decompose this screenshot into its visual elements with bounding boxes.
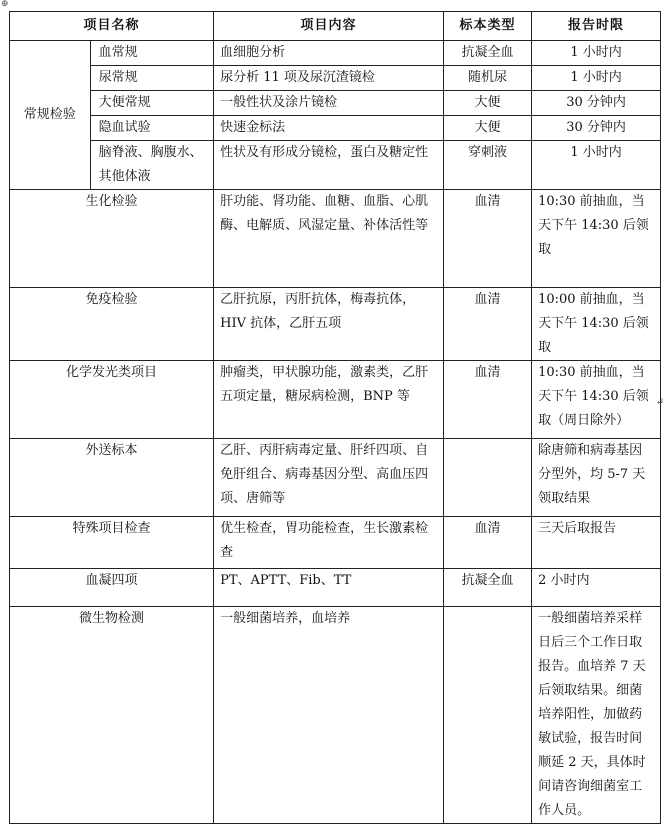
report-time: 1 小时内	[532, 41, 661, 66]
table-row	[10, 517, 661, 569]
item-name: 脑脊液、胸腹水、其他体液	[90, 141, 214, 190]
report-time: 30 分钟内	[532, 116, 661, 141]
table-row	[10, 607, 661, 824]
report-time: 10:00 前抽血，当天下午 14:30 后领取	[532, 288, 661, 361]
item-name: 化学发光类项目	[10, 361, 214, 439]
specimen-type: 血清	[443, 288, 531, 361]
table-row	[10, 41, 661, 66]
table-move-handle-icon[interactable]: ⊕	[1, 0, 9, 9]
item-content: 性状及有形成分镜检，蛋白及糖定性	[214, 141, 444, 190]
header-item-content: 项目内容	[214, 12, 444, 41]
header-specimen-type: 标本类型	[443, 12, 531, 41]
item-name: 外送标本	[10, 439, 214, 517]
table-row	[10, 361, 661, 439]
specimen-type: 大便	[443, 91, 531, 116]
item-name: 大便常规	[90, 91, 214, 116]
item-content: 乙肝、丙肝病毒定量、肝纤四项、自免肝组合、病毒基因分型、高血压四项、唐筛等	[214, 439, 444, 517]
table-row	[10, 569, 661, 607]
specimen-type	[443, 439, 531, 517]
report-time: 一般细菌培养采样日后三个工作日取报告。血培养 7 天后领取结果。细菌培养阳性，加做药敏试验，报告时间顺延 2 天，具体时间请咨询细菌室工作人员。	[532, 607, 661, 824]
item-name: 生化检验	[10, 190, 214, 288]
report-time: 1 小时内	[532, 141, 661, 190]
item-content: 肿瘤类，甲状腺功能，激素类，乙肝五项定量，糖尿病检测，BNP 等	[214, 361, 444, 439]
table-row	[10, 190, 661, 288]
item-content: 尿分析 11 项及尿沉渣镜检	[214, 66, 444, 91]
report-time: 2 小时内	[532, 569, 661, 607]
report-time: 除唐筛和病毒基因分型外，均 5-7 天领取结果	[532, 439, 661, 517]
item-content: 快速金标法	[214, 116, 444, 141]
item-name: 隐血试验	[90, 116, 214, 141]
table-row	[10, 91, 661, 116]
specimen-type: 抗凝全血	[443, 41, 531, 66]
item-content: 血细胞分析	[214, 41, 444, 66]
header-item-name: 项目名称	[10, 12, 214, 41]
specimen-type: 血清	[443, 361, 531, 439]
report-time: 10:30 前抽血，当天下午 14:30 后领取	[532, 190, 661, 288]
routine-group-label: 常规检验	[10, 41, 91, 190]
table-row	[10, 66, 661, 91]
lab-report-time-table	[9, 11, 661, 824]
item-content: 优生检查，胃功能检查，生长激素检查	[214, 517, 444, 569]
specimen-type: 血清	[443, 190, 531, 288]
report-time: 三天后取报告	[532, 517, 661, 569]
item-content: 一般性状及涂片镜检	[214, 91, 444, 116]
item-content: 肝功能、肾功能、血糖、血脂、心肌酶、电解质、风湿定量、补体活性等	[214, 190, 444, 288]
item-name: 微生物检测	[10, 607, 214, 824]
item-name: 血常规	[90, 41, 214, 66]
specimen-type: 穿刺液	[443, 141, 531, 190]
item-name: 特殊项目检查	[10, 517, 214, 569]
report-time: 10:30 前抽血，当天下午 14:30 后领取（周日除外）	[532, 361, 661, 439]
table-row	[10, 141, 661, 190]
item-name: 免疫检验	[10, 288, 214, 361]
item-content: 乙肝抗原，丙肝抗体，梅毒抗体，HIV 抗体，乙肝五项	[214, 288, 444, 361]
specimen-type	[443, 607, 531, 824]
row-end-mark-icon: ↵	[655, 397, 664, 408]
specimen-type: 血清	[443, 517, 531, 569]
table-row	[10, 116, 661, 141]
specimen-type: 抗凝全血	[443, 569, 531, 607]
table-row	[10, 439, 661, 517]
item-content: 一般细菌培养，血培养	[214, 607, 444, 824]
item-content: PT、APTT、Fib、TT	[214, 569, 444, 607]
specimen-type: 随机尿	[443, 66, 531, 91]
item-name: 血凝四项	[10, 569, 214, 607]
item-name: 尿常规	[90, 66, 214, 91]
report-time: 30 分钟内	[532, 91, 661, 116]
table-row	[10, 288, 661, 361]
report-time: 1 小时内	[532, 66, 661, 91]
header-report-time: 报告时限	[532, 12, 661, 41]
header-row	[10, 12, 661, 41]
specimen-type: 大便	[443, 116, 531, 141]
